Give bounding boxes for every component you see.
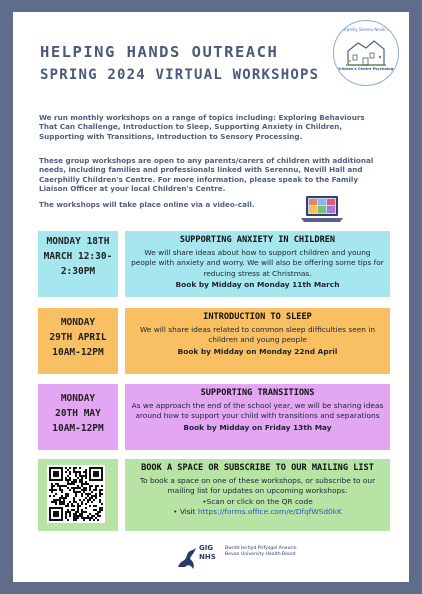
- childrens-centre-psychology-logo: [333, 20, 399, 86]
- workshop-description: As we approach the end of the school year, we will be sharing ideas around how to support your child with transitions and separations: [131, 401, 384, 421]
- workshop-title: SUPPORTING ANXIETY IN CHILDREN: [179, 235, 336, 245]
- qr-code[interactable]: [47, 465, 105, 523]
- health-board-name: Bwrdd Iechyd Prifysgol Aneurin Bevan University Health Board: [225, 546, 297, 557]
- booking-form-link[interactable]: https://forms.office.com/e/DfqfWSd0kK: [197, 506, 342, 516]
- workshop-description: We will share ideas related to common sleep difficulties seen in children and young people: [139, 325, 376, 345]
- workshop-booking-deadline: Book by Midday on Monday 11th March: [175, 279, 340, 289]
- intro-paragraph-online: The workshops will take place online via a video-call.: [39, 200, 255, 209]
- nhs-wordmark: GIG NHS: [199, 544, 216, 561]
- visit-prefix: • Visit: [173, 506, 198, 516]
- booking-card: [125, 459, 390, 531]
- workshop-title: SUPPORTING TRANSITIONS: [200, 388, 315, 398]
- booking-visit-line: [125, 507, 390, 517]
- workshop-booking-deadline: Book by Midday on Friday 13th May: [183, 422, 332, 432]
- poster-title: HELPING HANDS OUTREACH: [40, 43, 279, 61]
- workshop-card: [125, 308, 390, 374]
- workshop-booking-deadline: Book by Midday on Monday 22nd April: [177, 346, 338, 356]
- workshop-date: MONDAY 29TH APRIL 10AM-12PM: [49, 317, 107, 358]
- booking-description: To book a space on one of these workshops, or subscribe to our mailing list for updates on upcoming workshops:: [139, 476, 376, 496]
- intro-paragraph-topics: We run monthly workshops on a range of topics including: Exploring Behaviours That Can Challenge, Introduction to Sleep, Supporting Anxiety in Children, Supporting with Transitions, Introduction to Sensory Processing.: [39, 113, 365, 141]
- workshop-date: MONDAY 18TH MARCH 12:30- 2:30PM: [43, 236, 113, 277]
- poster: [13, 12, 409, 582]
- workshop-card: [125, 231, 390, 297]
- workshop-date: MONDAY 20TH MAY 10AM-12PM: [52, 393, 104, 434]
- workshop-card: [125, 384, 390, 450]
- logo-caption: Children's Centre Psychology: [336, 67, 396, 71]
- booking-scan-instruction: •Scan or click on the QR code: [202, 496, 313, 506]
- poster-subtitle: SPRING 2024 VIRTUAL WORKSHOPS: [40, 67, 320, 83]
- welsh-dragon-icon: [175, 545, 199, 571]
- booking-title: BOOK A SPACE OR SUBSCRIBE TO OUR MAILING LIST: [141, 463, 374, 473]
- logo-top-text: Caerphilly Serenu Nevill Hall: [337, 27, 395, 32]
- workshop-title: INTRODUCTION TO SLEEP: [203, 312, 312, 322]
- nhs-health-board-logo: [175, 542, 313, 574]
- house-icon: [344, 35, 388, 67]
- workshop-description: We will share ideas about how to support children and young people with anxiety and worry. We will also be offering some tips for reducing stress at Christmas.: [131, 248, 384, 278]
- video-call-laptop-icon: [299, 194, 345, 224]
- intro-paragraph-audience: These group workshops are open to any parents/carers of children with additional needs, including families and professionals linked with Serennu, Nevill Hall and Caerphilly Children's Centre. For more information, please speak to the Family Liaison Officer at your local Children's Centre.: [39, 156, 374, 193]
